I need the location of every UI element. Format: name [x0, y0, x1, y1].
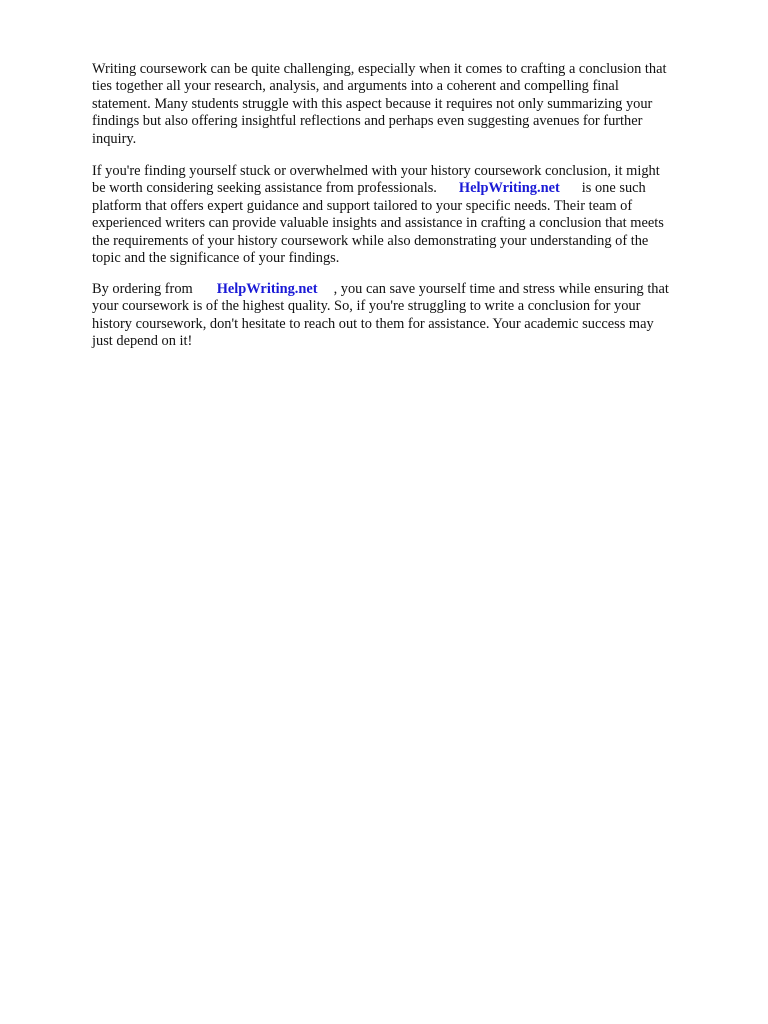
paragraph-line: platform that offers expert guidance and support tailored to your specific needs. Their team of	[92, 197, 633, 214]
paragraph-line: experienced writers can provide valuable insights and assistance in crafting a conclusion that meets	[92, 215, 664, 232]
paragraph-line: findings but also offering insightful reflections and perhaps even suggesting avenues for further	[92, 113, 643, 130]
paragraph-text: By ordering from	[92, 281, 193, 297]
helpwriting-link[interactable]: HelpWriting.net	[216, 281, 318, 297]
paragraph-line: Writing coursework can be quite challenging, especially when it comes to crafting a conclusion that	[92, 61, 667, 77]
paragraph-line: your coursework is of the highest quality. So, if you're struggling to write a conclusion for your	[92, 298, 641, 315]
helpwriting-link[interactable]: HelpWriting.net	[458, 180, 560, 197]
paragraph-line: the requirements of your history coursework while also demonstrating your understanding of the	[92, 232, 649, 249]
paragraph-intro	[92, 61, 722, 148]
paragraph-line: inquiry.	[92, 130, 137, 147]
paragraph-line-with-link	[92, 281, 722, 298]
paragraph-text: , you can save yourself time and stress while ensuring that	[333, 281, 669, 297]
paragraph-text: is one such	[581, 180, 646, 197]
paragraph-line-with-link	[92, 180, 722, 197]
paragraph-line: statement. Many students struggle with this aspect because it requires not only summarizing your	[92, 95, 653, 112]
paragraph-line: just depend on it!	[92, 333, 193, 350]
paragraph-line: topic and the significance of your findings.	[92, 249, 340, 266]
paragraph-line: ties together all your research, analysis, and arguments into a coherent and compelling final	[92, 78, 619, 95]
paragraph-line: history coursework, don't hesitate to reach out to them for assistance. Your academic success may	[92, 315, 654, 332]
paragraph-line: If you're finding yourself stuck or overwhelmed with your history coursework conclusion, it might	[92, 163, 660, 179]
paragraph-text: be worth considering seeking assistance from professionals.	[92, 180, 437, 197]
paragraph-assistance	[92, 163, 722, 267]
paragraph-ordering	[92, 281, 722, 351]
